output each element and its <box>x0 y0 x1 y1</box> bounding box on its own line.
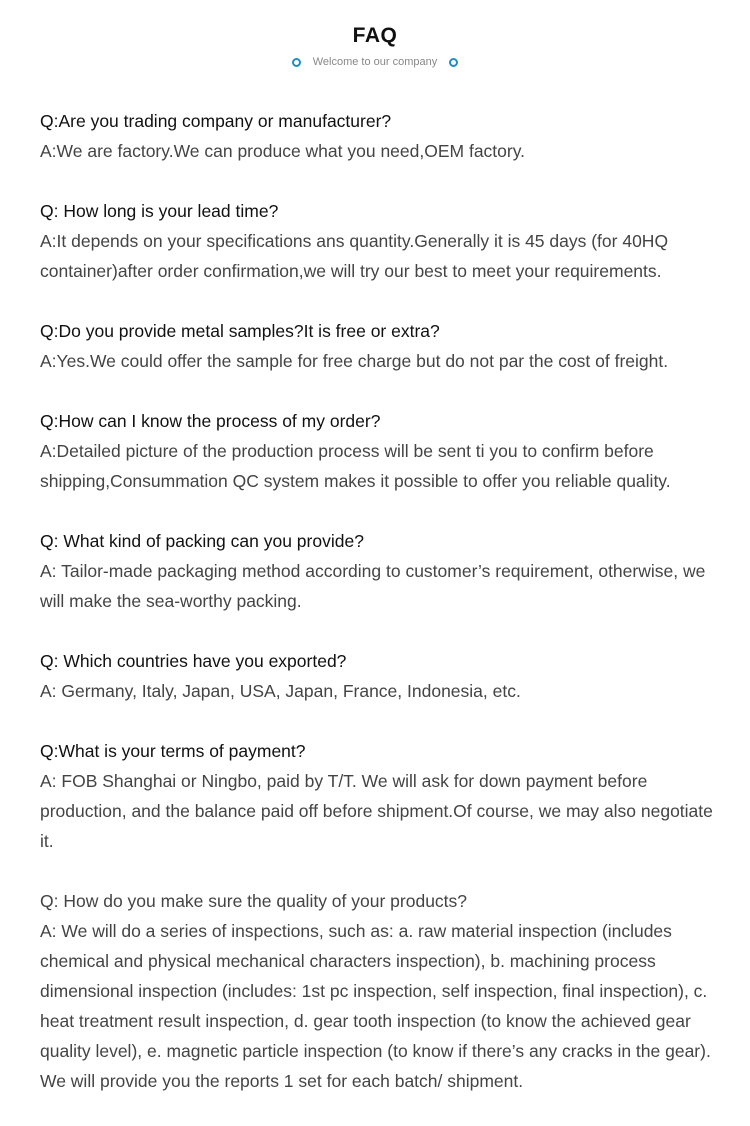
faq-question: Q: How do you make sure the quality of your products? <box>40 891 468 911</box>
faq-answer: A:We are factory.We can produce what you need,OEM factory. <box>40 141 526 161</box>
faq-answer: A: We will do a series of inspections, such as: a. raw material inspection (includes chemical and physical mechanical characters inspection), b. machining process dimensional inspection (includes: 1st pc inspection, self inspection, final inspection), c. heat treatment result inspection, d. gear tooth inspection (to know the achieved gear quality level), e. magnetic particle inspection (to know if there’s any cracks in the gear). We will provide you the reports 1 set for each batch/ shipment. <box>40 921 711 1091</box>
faq-question: Q:How can I know the process of my order? <box>40 411 381 431</box>
faq-question: Q: What kind of packing can you provide? <box>40 531 364 551</box>
page-title: FAQ <box>352 24 398 47</box>
faq-answer: A: Tailor-made packaging method according to customer’s requirement, otherwise, we will make the sea-worthy packing. <box>40 561 706 611</box>
faq-list <box>40 106 720 1126</box>
faq-item <box>40 886 720 1096</box>
faq-item <box>40 646 720 706</box>
page-subtitle: Welcome to our company <box>312 56 438 68</box>
faq-item <box>40 406 720 496</box>
faq-header <box>0 0 750 80</box>
subtitle-row <box>0 55 750 69</box>
circle-icon <box>449 58 458 67</box>
faq-item <box>40 316 720 376</box>
faq-item <box>40 526 720 616</box>
faq-item <box>40 736 720 856</box>
faq-question: Q:Do you provide metal samples?It is free or extra? <box>40 321 440 341</box>
faq-question: Q: Which countries have you exported? <box>40 651 347 671</box>
faq-answer: A:Yes.We could offer the sample for free charge but do not par the cost of freight. <box>40 351 669 371</box>
circle-icon <box>292 58 301 67</box>
faq-question: Q: How long is your lead time? <box>40 201 279 221</box>
faq-item <box>40 196 720 286</box>
faq-answer: A: Germany, Italy, Japan, USA, Japan, France, Indonesia, etc. <box>40 681 521 701</box>
faq-answer: A: FOB Shanghai or Ningbo, paid by T/T. We will ask for down payment before production, and the balance paid off before shipment.Of course, we may also negotiate it. <box>40 771 713 851</box>
faq-item <box>40 106 720 166</box>
faq-answer: A:It depends on your specifications ans quantity.Generally it is 45 days (for 40HQ container)after order confirmation,we will try our best to meet your requirements. <box>40 231 669 281</box>
faq-question: Q:Are you trading company or manufacturer? <box>40 111 392 131</box>
faq-answer: A:Detailed picture of the production process will be sent ti you to confirm before shipping,Consummation QC system makes it possible to offer you reliable quality. <box>40 441 671 491</box>
faq-question: Q:What is your terms of payment? <box>40 741 306 761</box>
